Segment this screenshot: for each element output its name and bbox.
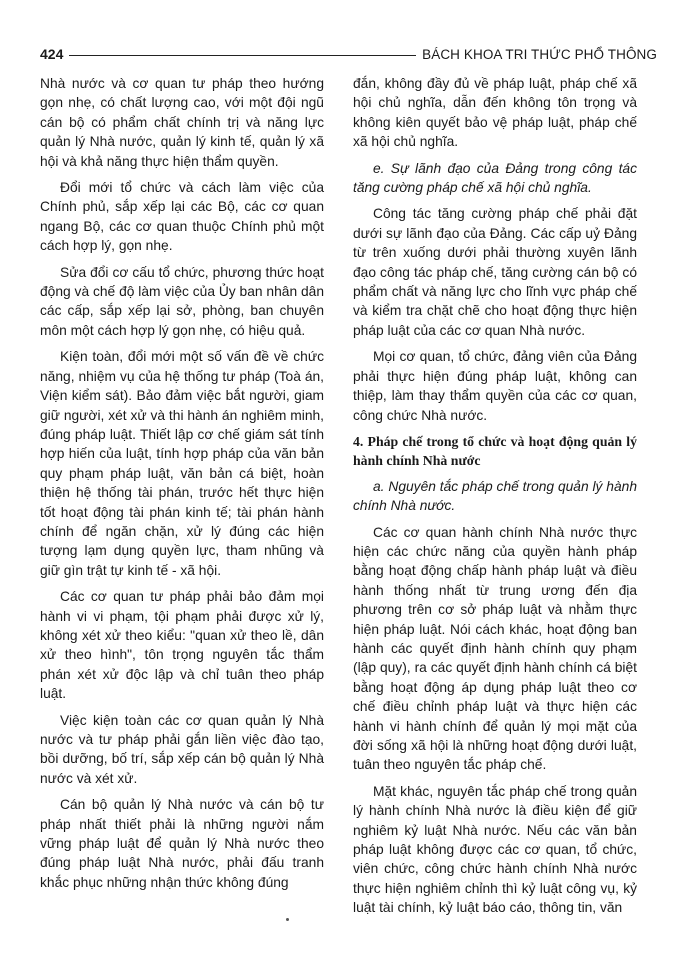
body-paragraph: Nhà nước và cơ quan tư pháp theo hướng gọn nhẹ, có chất lượng cao, với một đội ngũ cán bộ có phẩm chất chính trị và năng lực quản lý Nhà nước, quản lý kinh tế, quản lý xã hội và khả năng thực hiện thẩm quyền. (40, 76, 324, 169)
body-paragraph: Công tác tăng cường pháp chế phải đặt dưới sự lãnh đạo của Đảng. Các cấp uỷ Đảng từ trên xuống dưới phải thường xuyên lãnh đạo công tác pháp chế, tăng cường cán bộ có phẩm chất và năng lực cho lĩnh vực pháp chế và kiểm tra chặt chẽ cho hoạt động thực hiện pháp luật của các cơ quan Nhà nước. (353, 206, 637, 338)
body-paragraph: Việc kiện toàn các cơ quan quản lý Nhà nước và tư pháp phải gắn liền việc đào tạo, bồi dưỡng, bố trí, sắp xếp cán bộ quản lý Nhà nước và xét xử. (40, 712, 324, 786)
running-header (40, 40, 657, 62)
body-paragraph: đắn, không đầy đủ về pháp luật, pháp chế xã hội chủ nghĩa, dẫn đến không tôn trọng và không kiên quyết bảo vệ pháp luật, pháp chế xã hội chủ nghĩa. (353, 76, 637, 150)
book-title: BÁCH KHOA TRI THỨC PHỔ THÔNG (422, 47, 657, 62)
body-paragraph: Các cơ quan tư pháp phải bảo đảm mọi hành vi vi phạm, tội phạm phải được xử lý, không xét xử theo kiểu: "quan xử theo lề, dân xử theo hình", tôn trọng nguyên tắc thẩm phán xét xử độc lập và chỉ tuân theo pháp luật. (40, 589, 324, 702)
subsection-title: a. Nguyên tắc pháp chế trong quản lý hành chính Nhà nước. (353, 478, 637, 514)
page-number: 424 (40, 46, 64, 62)
body-paragraph: Kiện toàn, đổi mới một số vấn đề về chức năng, nhiệm vụ của hệ thống tư pháp (Toà án, Viện kiểm sát). Bảo đảm việc bắt người, giam giữ người, xét xử và thi hành án nghiêm minh, đúng pháp luật. Thiết lập cơ chế giám sát tính hợp hiến của luật, tính hợp pháp của văn bản quy phạm pháp luật, văn bản cá biệt, hoàn thiện hệ thống tài phán, trước hết thực hiện tốt hoạt động tài phán kinh tế; tài phán hành chính để ngăn chặn, xử lý đúng các hiện tượng lạm dụng quyền lực, tham nhũng và giữ gìn trật tự kinh tế - xã hội. (40, 349, 324, 578)
page-dot (286, 918, 289, 921)
header-rule (69, 55, 416, 56)
body-paragraph: Các cơ quan hành chính Nhà nước thực hiện các chức năng của quyền hành pháp bằng hoạt động chấp hành pháp luật và điều hành thống nhất từ trung ương đến địa phương trên cơ sở pháp luật và nhằm thực hiện pháp luật. Nói cách khác, hoạt động ban hành các quyết định hành chính quy phạm (lập quy), ra các quyết định hành chính cá biệt bằng hoạt động áp dụng pháp luật theo cơ chế điều chỉnh pháp luật và thực hiện các hành vi hành chính để quản lý mọi mặt của đời sống xã hội là những hoạt động dưới luật, tuân theo nguyên tắc pháp chế. (353, 524, 637, 773)
section-heading: 4. Pháp chế trong tổ chức và hoạt động quản lý hành chính Nhà nước (353, 433, 637, 469)
subsection-title: e. Sự lãnh đạo của Đảng trong công tác tăng cường pháp chế xã hội chủ nghĩa. (353, 160, 637, 196)
body-paragraph: Cán bộ quản lý Nhà nước và cán bộ tư pháp nhất thiết phải là những người nắm vững pháp luật để quản lý Nhà nước theo đúng pháp luật Nhà nước, phải đấu tranh khắc phục những nhận thức không đúng (40, 797, 324, 890)
left-column (40, 74, 324, 899)
body-paragraph: Sửa đổi cơ cấu tổ chức, phương thức hoạt động và chế độ làm việc của Ủy ban nhân dân các cấp, sắp xếp lại sở, phòng, ban chuyên môn một cách hợp lý gọn nhẹ, có hiệu quả. (40, 264, 324, 338)
body-paragraph: Mặt khác, nguyên tắc pháp chế trong quản lý hành chính Nhà nước là điều kiện để giữ nghiêm kỷ luật Nhà nước. Nếu các văn bản pháp luật không được các cơ quan, tổ chức, viên chức, công chức hành chính Nhà nước thực hiện nghiêm chỉnh thì kỷ luật công vụ, kỷ luật tài chính, kỷ luật báo cáo, thông tin, văn (353, 783, 637, 916)
right-column (353, 74, 637, 925)
body-paragraph: Mọi cơ quan, tổ chức, đảng viên của Đảng phải thực hiện đúng pháp luật, không can thiệp, làm thay thẩm quyền của các cơ quan, công chức Nhà nước. (353, 349, 637, 423)
body-paragraph: Đổi mới tổ chức và cách làm việc của Chính phủ, sắp xếp lại các Bộ, các cơ quan ngang Bộ, các cơ quan thuộc Chính phủ một cách hợp lý, gọn nhẹ. (40, 180, 324, 254)
